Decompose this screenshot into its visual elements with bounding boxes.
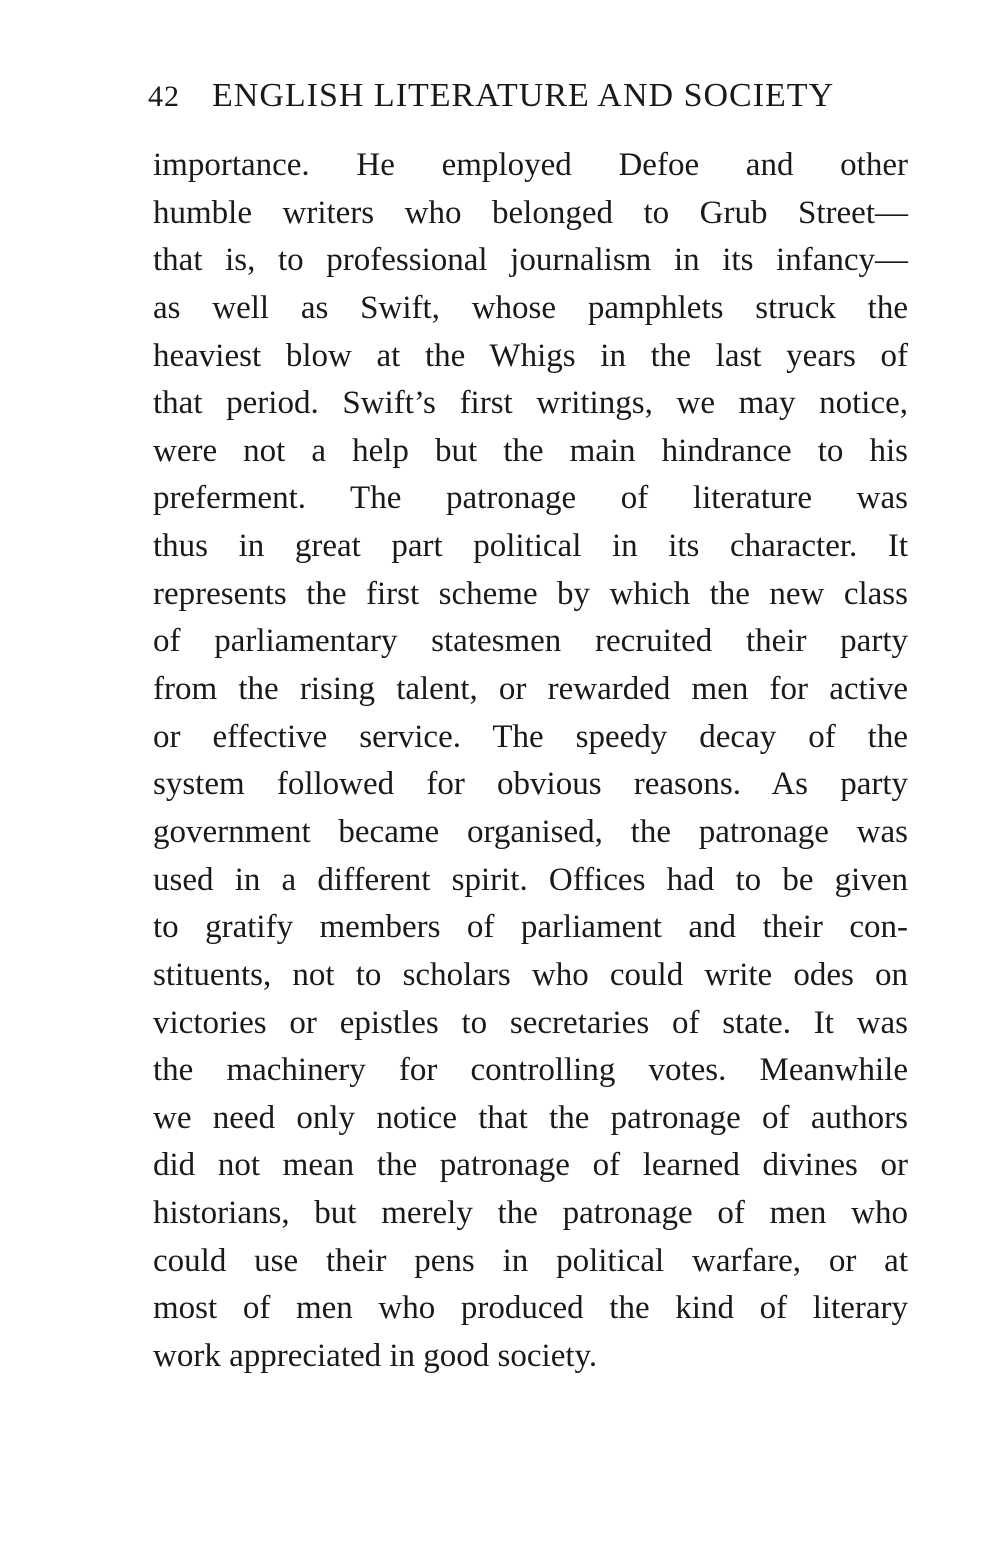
text-line: we need only notice that the patronage of authors — [153, 1099, 908, 1136]
text-line: from the rising talent, or rewarded men for active — [153, 671, 908, 708]
text-line: preferment. The patronage of literature was — [153, 480, 908, 517]
text-line: victories or epistles to secretaries of state. It was — [153, 1004, 908, 1041]
text-line: heaviest blow at the Whigs in the last years of — [153, 337, 908, 374]
text-line: work appreciated in good society. — [153, 1338, 598, 1375]
text-line: that period. Swift’s first writings, we may notice, — [153, 385, 908, 422]
running-head-title: ENGLISH LITERATURE AND SOCIETY — [212, 77, 835, 114]
text-line: stituents, not to scholars who could write odes on — [153, 956, 908, 993]
text-line: represents the first scheme by which the new class — [153, 575, 908, 612]
text-line: humble writers who belonged to Grub Street— — [153, 194, 908, 231]
text-line: most of men who produced the kind of literary — [153, 1290, 908, 1327]
text-line: as well as Swift, whose pamphlets struck the — [153, 289, 908, 326]
text-line: used in a different spirit. Offices had to be given — [153, 861, 908, 898]
text-line: thus in great part political in its character. It — [153, 528, 908, 565]
text-line: the machinery for controlling votes. Meanwhile — [153, 1052, 908, 1089]
text-line: importance. He employed Defoe and other — [153, 147, 908, 183]
running-head — [148, 72, 908, 120]
text-line: were not a help but the main hindrance to his — [153, 432, 908, 469]
text-line: system followed for obvious reasons. As party — [153, 766, 908, 803]
text-line: that is, to professional journalism in its infancy— — [153, 242, 908, 279]
text-line: government became organised, the patronage was — [153, 813, 908, 850]
text-line: or effective service. The speedy decay of the — [153, 718, 908, 755]
body-paragraph — [153, 142, 908, 1381]
page-number: 42 — [148, 80, 180, 113]
text-line: did not mean the patronage of learned divines or — [153, 1147, 908, 1184]
text-line: historians, but merely the patronage of men who — [153, 1195, 908, 1232]
text-line: to gratify members of parliament and their con- — [153, 909, 908, 946]
text-line: of parliamentary statesmen recruited their party — [153, 623, 908, 660]
text-line: could use their pens in political warfare, or at — [153, 1242, 908, 1279]
